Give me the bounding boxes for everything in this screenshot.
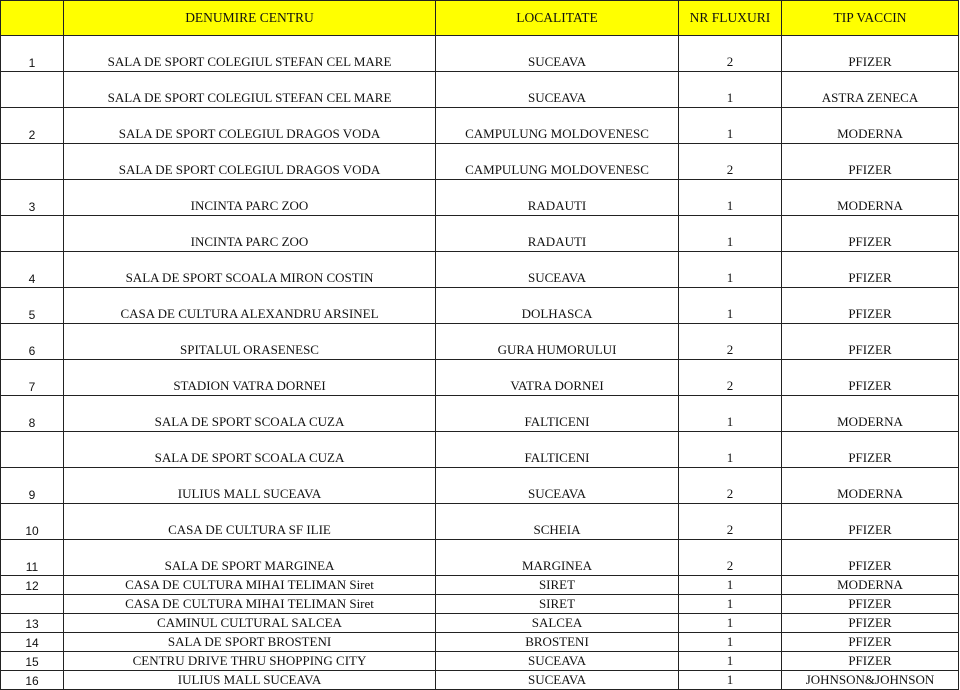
cell-denumire-centru: SALA DE SPORT COLEGIUL STEFAN CEL MARE	[64, 72, 436, 108]
table-row	[1, 144, 959, 180]
cell-nr: 1	[1, 36, 64, 72]
cell-nr-fluxuri: 1	[679, 652, 782, 671]
cell-tip-vaccin: JOHNSON&JOHNSON	[782, 671, 959, 690]
cell-nr	[1, 432, 64, 468]
cell-nr: 5	[1, 288, 64, 324]
cell-nr-fluxuri: 1	[679, 72, 782, 108]
header-localitate: LOCALITATE	[436, 1, 679, 36]
cell-tip-vaccin: PFIZER	[782, 216, 959, 252]
cell-denumire-centru: CAMINUL CULTURAL SALCEA	[64, 614, 436, 633]
cell-nr-fluxuri: 2	[679, 360, 782, 396]
cell-denumire-centru: INCINTA PARC ZOO	[64, 180, 436, 216]
cell-nr: 11	[1, 540, 64, 576]
cell-nr: 9	[1, 468, 64, 504]
cell-denumire-centru: STADION VATRA DORNEI	[64, 360, 436, 396]
cell-tip-vaccin: PFIZER	[782, 288, 959, 324]
cell-tip-vaccin: ASTRA ZENECA	[782, 72, 959, 108]
cell-tip-vaccin: PFIZER	[782, 633, 959, 652]
table-row	[1, 468, 959, 504]
cell-localitate: SUCEAVA	[436, 468, 679, 504]
cell-denumire-centru: SPITALUL ORASENESC	[64, 324, 436, 360]
cell-nr: 4	[1, 252, 64, 288]
cell-denumire-centru: SALA DE SPORT COLEGIUL DRAGOS VODA	[64, 108, 436, 144]
cell-localitate: SIRET	[436, 576, 679, 595]
cell-nr-fluxuri: 1	[679, 614, 782, 633]
table-row	[1, 396, 959, 432]
cell-denumire-centru: IULIUS MALL SUCEAVA	[64, 671, 436, 690]
cell-localitate: SIRET	[436, 595, 679, 614]
cell-nr	[1, 144, 64, 180]
cell-nr: 16	[1, 671, 64, 690]
cell-denumire-centru: SALA DE SPORT SCOALA MIRON COSTIN	[64, 252, 436, 288]
cell-tip-vaccin: MODERNA	[782, 108, 959, 144]
cell-denumire-centru: CENTRU DRIVE THRU SHOPPING CITY	[64, 652, 436, 671]
cell-nr-fluxuri: 2	[679, 540, 782, 576]
cell-nr: 7	[1, 360, 64, 396]
cell-nr-fluxuri: 2	[679, 324, 782, 360]
header-row	[1, 1, 959, 36]
table-row	[1, 108, 959, 144]
cell-nr: 2	[1, 108, 64, 144]
table-row	[1, 671, 959, 690]
cell-tip-vaccin: MODERNA	[782, 180, 959, 216]
cell-localitate: FALTICENI	[436, 396, 679, 432]
header-nr	[1, 1, 64, 36]
cell-nr	[1, 72, 64, 108]
cell-nr: 6	[1, 324, 64, 360]
cell-denumire-centru: CASA DE CULTURA MIHAI TELIMAN Siret	[64, 595, 436, 614]
cell-nr-fluxuri: 1	[679, 396, 782, 432]
header-nr-fluxuri: NR FLUXURI	[679, 1, 782, 36]
cell-denumire-centru: CASA DE CULTURA ALEXANDRU ARSINEL	[64, 288, 436, 324]
table-row	[1, 652, 959, 671]
cell-tip-vaccin: PFIZER	[782, 614, 959, 633]
cell-localitate: SCHEIA	[436, 504, 679, 540]
cell-nr-fluxuri: 1	[679, 671, 782, 690]
cell-tip-vaccin: PFIZER	[782, 252, 959, 288]
cell-localitate: MARGINEA	[436, 540, 679, 576]
header-denumire-centru: DENUMIRE CENTRU	[64, 1, 436, 36]
cell-tip-vaccin: MODERNA	[782, 396, 959, 432]
cell-localitate: RADAUTI	[436, 180, 679, 216]
cell-nr: 13	[1, 614, 64, 633]
cell-nr: 10	[1, 504, 64, 540]
cell-localitate: SUCEAVA	[436, 652, 679, 671]
cell-nr-fluxuri: 1	[679, 633, 782, 652]
cell-nr: 14	[1, 633, 64, 652]
cell-nr: 12	[1, 576, 64, 595]
table-row	[1, 595, 959, 614]
table-row	[1, 504, 959, 540]
cell-denumire-centru: SALA DE SPORT COLEGIUL STEFAN CEL MARE	[64, 36, 436, 72]
cell-localitate: DOLHASCA	[436, 288, 679, 324]
cell-localitate: GURA HUMORULUI	[436, 324, 679, 360]
cell-localitate: FALTICENI	[436, 432, 679, 468]
table-row	[1, 252, 959, 288]
cell-tip-vaccin: PFIZER	[782, 540, 959, 576]
cell-denumire-centru: CASA DE CULTURA SF ILIE	[64, 504, 436, 540]
cell-localitate: RADAUTI	[436, 216, 679, 252]
table-body	[1, 36, 959, 690]
header-tip-vaccin: TIP VACCIN	[782, 1, 959, 36]
cell-nr-fluxuri: 1	[679, 432, 782, 468]
table-row	[1, 614, 959, 633]
table-row	[1, 432, 959, 468]
table-row	[1, 540, 959, 576]
cell-denumire-centru: SALA DE SPORT SCOALA CUZA	[64, 432, 436, 468]
cell-nr-fluxuri: 2	[679, 504, 782, 540]
cell-localitate: SUCEAVA	[436, 72, 679, 108]
table-row	[1, 288, 959, 324]
table-row	[1, 36, 959, 72]
cell-denumire-centru: IULIUS MALL SUCEAVA	[64, 468, 436, 504]
cell-nr-fluxuri: 1	[679, 252, 782, 288]
table-row	[1, 633, 959, 652]
cell-tip-vaccin: PFIZER	[782, 595, 959, 614]
cell-localitate: SUCEAVA	[436, 252, 679, 288]
cell-localitate: SUCEAVA	[436, 36, 679, 72]
cell-denumire-centru: CASA DE CULTURA MIHAI TELIMAN Siret	[64, 576, 436, 595]
cell-nr: 15	[1, 652, 64, 671]
cell-tip-vaccin: PFIZER	[782, 432, 959, 468]
table-row	[1, 360, 959, 396]
cell-tip-vaccin: MODERNA	[782, 576, 959, 595]
cell-nr-fluxuri: 1	[679, 595, 782, 614]
cell-nr-fluxuri: 1	[679, 288, 782, 324]
table-row	[1, 180, 959, 216]
cell-denumire-centru: INCINTA PARC ZOO	[64, 216, 436, 252]
cell-tip-vaccin: MODERNA	[782, 468, 959, 504]
table-row	[1, 72, 959, 108]
cell-localitate: VATRA DORNEI	[436, 360, 679, 396]
cell-tip-vaccin: PFIZER	[782, 36, 959, 72]
cell-nr	[1, 595, 64, 614]
table-header	[1, 1, 959, 36]
cell-nr: 8	[1, 396, 64, 432]
cell-nr-fluxuri: 2	[679, 36, 782, 72]
cell-denumire-centru: SALA DE SPORT MARGINEA	[64, 540, 436, 576]
cell-denumire-centru: SALA DE SPORT COLEGIUL DRAGOS VODA	[64, 144, 436, 180]
cell-localitate: BROSTENI	[436, 633, 679, 652]
table-row	[1, 576, 959, 595]
cell-tip-vaccin: PFIZER	[782, 504, 959, 540]
cell-nr	[1, 216, 64, 252]
cell-localitate: SUCEAVA	[436, 671, 679, 690]
cell-nr-fluxuri: 2	[679, 144, 782, 180]
cell-nr-fluxuri: 1	[679, 216, 782, 252]
cell-localitate: SALCEA	[436, 614, 679, 633]
table-row	[1, 324, 959, 360]
cell-localitate: CAMPULUNG MOLDOVENESC	[436, 144, 679, 180]
cell-denumire-centru: SALA DE SPORT BROSTENI	[64, 633, 436, 652]
cell-tip-vaccin: PFIZER	[782, 652, 959, 671]
cell-tip-vaccin: PFIZER	[782, 144, 959, 180]
cell-denumire-centru: SALA DE SPORT SCOALA CUZA	[64, 396, 436, 432]
cell-tip-vaccin: PFIZER	[782, 360, 959, 396]
cell-nr-fluxuri: 1	[679, 180, 782, 216]
cell-nr-fluxuri: 1	[679, 108, 782, 144]
cell-nr-fluxuri: 2	[679, 468, 782, 504]
cell-tip-vaccin: PFIZER	[782, 324, 959, 360]
table-row	[1, 216, 959, 252]
cell-nr: 3	[1, 180, 64, 216]
cell-nr-fluxuri: 1	[679, 576, 782, 595]
cell-localitate: CAMPULUNG MOLDOVENESC	[436, 108, 679, 144]
